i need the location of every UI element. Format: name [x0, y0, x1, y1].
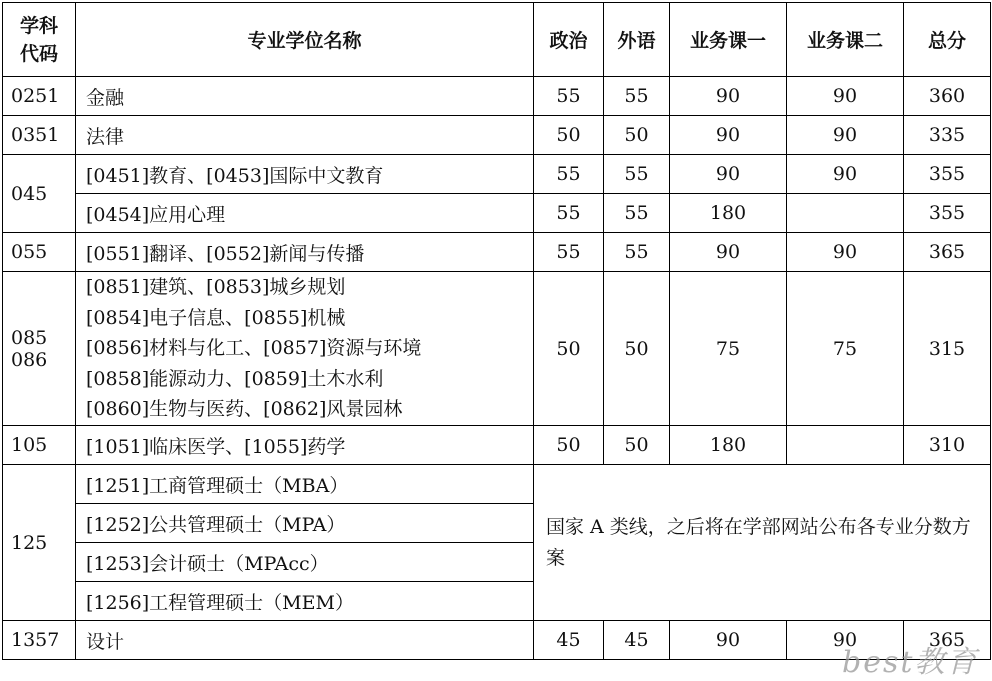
foreign-score: 55 [604, 155, 670, 194]
politics-score: 55 [534, 194, 604, 233]
politics-score: 55 [534, 155, 604, 194]
degree-name: [1252]公共管理硕士（MPA） [76, 504, 534, 543]
politics-score: 55 [534, 77, 604, 116]
degree-name: [1251]工商管理硕士（MBA） [76, 465, 534, 504]
subject-code: 1357 [3, 621, 76, 660]
total-score: 310 [904, 426, 991, 465]
degree-name: [0856]材料与化工、[0857]资源与环境 [86, 337, 422, 360]
score-table [2, 2, 991, 660]
foreign-score: 55 [604, 194, 670, 233]
subject-code: 105 [3, 426, 76, 465]
course1-score: 90 [670, 621, 787, 660]
header-total: 总分 [904, 3, 991, 77]
degree-name: [0451]教育、[0453]国际中文教育 [76, 155, 534, 194]
foreign-score: 50 [604, 426, 670, 465]
politics-score: 50 [534, 116, 604, 155]
course1-score: 180 [670, 194, 787, 233]
course2-score: 90 [787, 621, 904, 660]
header-course1: 业务课一 [670, 3, 787, 77]
subject-code: 0251 [3, 77, 76, 116]
course2-score: 90 [787, 116, 904, 155]
table-row [3, 155, 991, 194]
degree-name: [0854]电子信息、[0855]机械 [86, 306, 346, 329]
course2-score: 90 [787, 233, 904, 272]
table-row [3, 116, 991, 155]
course1-score: 90 [670, 233, 787, 272]
course2-score [787, 426, 904, 465]
total-score: 365 [904, 621, 991, 660]
degree-name-list [76, 272, 534, 426]
total-score: 355 [904, 155, 991, 194]
course2-score: 75 [787, 272, 904, 426]
score-note: 国家 A 类线，之后将在学部网站公布各专业分数方案 [534, 465, 991, 621]
course2-score: 90 [787, 77, 904, 116]
degree-name: [0851]建筑、[0853]城乡规划 [86, 276, 346, 299]
degree-name: 设计 [76, 621, 534, 660]
degree-name: 法律 [76, 116, 534, 155]
degree-name: [0860]生物与医药、[0862]风景园林 [86, 398, 403, 421]
degree-name: 金融 [76, 77, 534, 116]
subject-code: 085 086 [3, 272, 76, 426]
politics-score: 50 [534, 272, 604, 426]
table-row [3, 77, 991, 116]
course1-score: 90 [670, 77, 787, 116]
foreign-score: 50 [604, 116, 670, 155]
course1-score: 75 [670, 272, 787, 426]
header-code: 学科 代码 [3, 3, 76, 77]
table-row [3, 465, 991, 504]
foreign-score: 45 [604, 621, 670, 660]
course2-score [787, 194, 904, 233]
foreign-score: 55 [604, 233, 670, 272]
header-politics: 政治 [534, 3, 604, 77]
table-row [3, 194, 991, 233]
politics-score: 50 [534, 426, 604, 465]
degree-name: [1253]会计硕士（MPAcc） [76, 543, 534, 582]
total-score: 315 [904, 272, 991, 426]
degree-name: [0454]应用心理 [76, 194, 534, 233]
course1-score: 180 [670, 426, 787, 465]
foreign-score: 55 [604, 77, 670, 116]
foreign-score: 50 [604, 272, 670, 426]
table-row [3, 621, 991, 660]
course1-score: 90 [670, 116, 787, 155]
degree-name: [1051]临床医学、[1055]药学 [76, 426, 534, 465]
degree-name: [0551]翻译、[0552]新闻与传播 [76, 233, 534, 272]
degree-name: [1256]工程管理硕士（MEM） [76, 582, 534, 621]
table-row [3, 272, 991, 426]
header-name: 专业学位名称 [76, 3, 534, 77]
header-course2: 业务课二 [787, 3, 904, 77]
watermark: best教育 [842, 645, 979, 680]
subject-code: 055 [3, 233, 76, 272]
subject-code: 045 [3, 155, 76, 233]
course1-score: 90 [670, 155, 787, 194]
total-score: 355 [904, 194, 991, 233]
header-row [3, 3, 991, 77]
degree-name: [0858]能源动力、[0859]土木水利 [86, 367, 384, 390]
total-score: 365 [904, 233, 991, 272]
header-foreign: 外语 [604, 3, 670, 77]
subject-code: 125 [3, 465, 76, 621]
subject-code: 0351 [3, 116, 76, 155]
table-row [3, 426, 991, 465]
table-row [3, 233, 991, 272]
politics-score: 45 [534, 621, 604, 660]
course2-score: 90 [787, 155, 904, 194]
politics-score: 55 [534, 233, 604, 272]
total-score: 335 [904, 116, 991, 155]
total-score: 360 [904, 77, 991, 116]
